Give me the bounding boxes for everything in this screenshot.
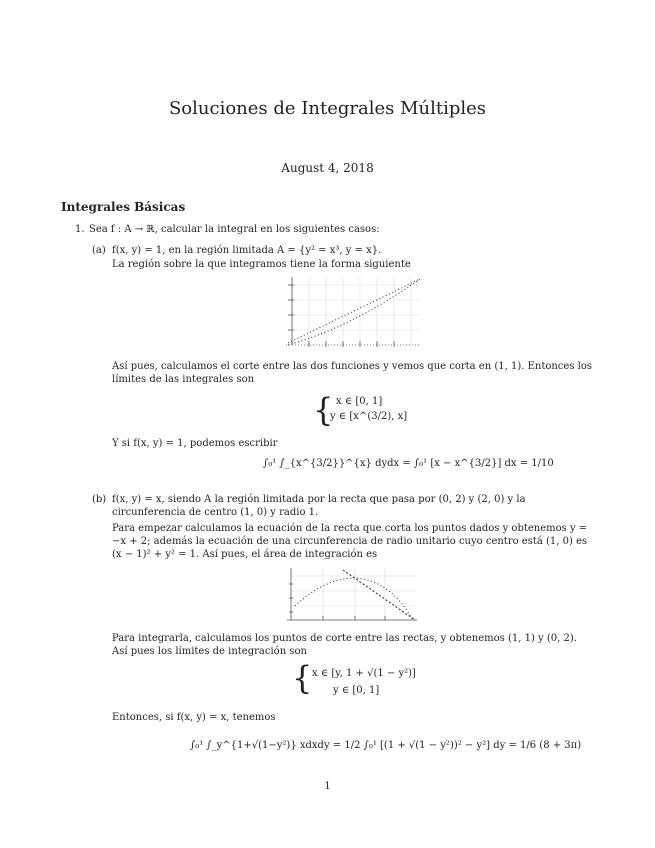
- part-a-integral: [263, 456, 554, 469]
- part-b-limit-x: x ∈ [y, 1 + √(1 − y²)]: [312, 668, 416, 679]
- line-y-equals-2-minus-x: [343, 570, 415, 620]
- part-b-limit-y: y ∈ [0, 1]: [333, 685, 380, 696]
- left-brace: {: [313, 391, 334, 429]
- left-brace: {: [292, 659, 313, 697]
- part-b-integral: [190, 740, 581, 751]
- part-a-label: (a): [92, 245, 106, 256]
- problem-statement: Sea f : A → ℝ, calcular la integral en los siguientes casos:: [89, 224, 380, 235]
- part-a-then-text: Y si f(x, y) = 1, podemos escribir: [112, 438, 278, 449]
- part-a-statement: f(x, y) = 1, en la región limitada A = {y² = x³, y = x}.: [112, 245, 382, 256]
- part-b-integrate-text: Para integrarla, calculamos los puntos de corte entre las rectas, y obtenemos (1, 1) y (0, 2). Así pues los límites de integración son: [112, 633, 577, 657]
- curve-y-equals-x: [288, 279, 420, 343]
- curve-y-x-three-halves: [288, 279, 420, 345]
- part-b-intro-text: Para empezar calculamos la ecuación de la recta que corta los puntos dados y obtenemos y = −x + 2; además la ecuación de una circunferencia de radio unitario cuyo centro está (1, 0) es (x − 1)² + y² = 1. Así pues, el área de integración es: [112, 523, 588, 560]
- part-b-label: (b): [92, 494, 107, 505]
- part-a-limit-y: y ∈ [x^(3/2), x]: [330, 411, 408, 422]
- part-a-cut-text: Así pues, calculamos el corte entre las dos funciones y vemos que corta en (1, 1). Entonces los límites de las integrales son: [112, 361, 592, 385]
- part-b-then-text: Entonces, si f(x, y) = x, tenemos: [112, 712, 276, 723]
- document-date: August 4, 2018: [281, 161, 374, 175]
- math-expression: ∫₀¹ ∫_{x^{3/2}}^{x} dydx = ∫₀¹ [x − x^{3/2}] dx = 1/10: [263, 458, 554, 469]
- circle-arc: [295, 578, 413, 620]
- part-a-limit-x: x ∈ [0, 1]: [336, 396, 383, 407]
- page-number: 1: [324, 781, 331, 792]
- section-heading: Integrales Básicas: [61, 200, 186, 214]
- document-title: Soluciones de Integrales Múltiples: [168, 98, 487, 119]
- part-a-region-text: La región sobre la que integramos tiene la forma siguiente: [112, 259, 411, 270]
- problem-number: 1.: [75, 224, 85, 235]
- region-plot-b: [285, 566, 419, 622]
- math-expression: ∫₀¹ ∫_y^{1+√(1−y²)} xdxdy = 1/2 ∫₀¹ [(1 + √(1 − y²))² − y²] dy = 1/6 (8 + 3π): [190, 740, 582, 751]
- region-plot-a: [282, 275, 424, 349]
- part-b-statement: f(x, y) = x, siendo A la región limitada por la recta que pasa por (0, 2) y (2, 0) y la circunferencia de centro (1, 0) y radio 1.: [112, 494, 526, 518]
